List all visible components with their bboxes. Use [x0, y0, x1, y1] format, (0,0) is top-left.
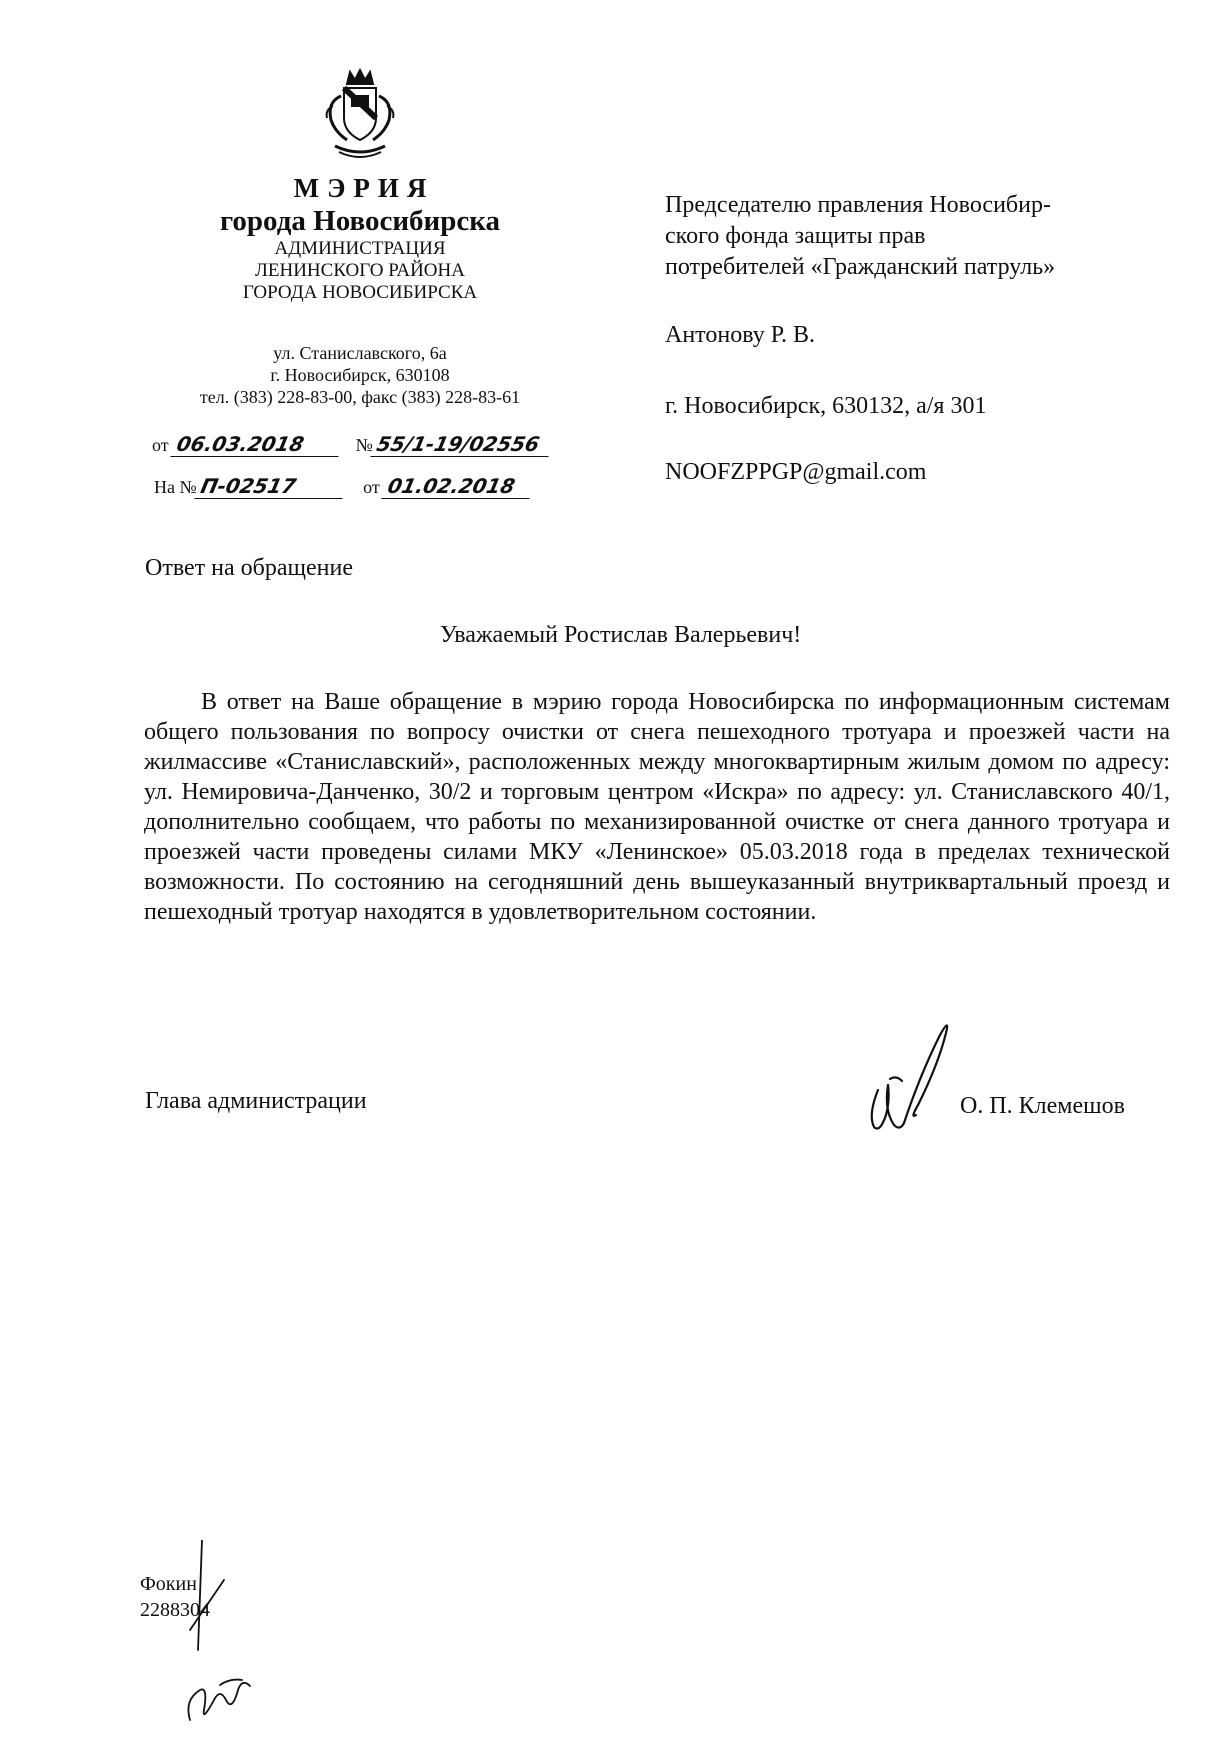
handwritten-initials-icon — [180, 1540, 280, 1730]
executor-phone: 2288304 — [140, 1599, 210, 1621]
addressee-block — [665, 190, 1185, 283]
letterhead-city: города Новосибирска — [219, 205, 501, 237]
addressee-email: NOOFZPPGP@gmail.com — [665, 459, 927, 485]
letterhead — [150, 172, 570, 304]
reference-date: 01.02.2018 — [382, 474, 535, 499]
letter-greeting: Уважаемый Ростислав Валерьевич! — [440, 622, 802, 648]
letter-subject: Ответ на обращение — [145, 555, 353, 581]
registration-number: 55/1-19/02556 — [370, 432, 553, 457]
from-label: от — [152, 435, 169, 455]
addressee-line: Председателю правления Новосибир- — [665, 192, 1051, 218]
signer-name: О. П. Клемешов — [960, 1093, 1125, 1119]
ref-from-label: от — [363, 477, 380, 497]
addressee-line: потребителей «Гражданский патруль» — [665, 254, 1056, 280]
reference-line — [154, 474, 532, 499]
addressee-name: Антонову Р. В. — [665, 322, 816, 348]
letterhead-admin-line: ГОРОДА НОВОСИБИРСКА — [242, 282, 478, 303]
addressee-line: ского фонда защиты прав — [665, 223, 926, 249]
number-label: № — [355, 435, 373, 455]
registration-date: 06.03.2018 — [170, 432, 343, 457]
letterhead-title: МЭРИЯ — [293, 173, 435, 203]
letterhead-admin-line: АДМИНИСТРАЦИЯ — [274, 238, 446, 259]
letterhead-city-postal: г. Новосибирск, 630108 — [270, 365, 450, 385]
registration-line — [152, 432, 551, 457]
letter-body: В ответ на Ваше обращение в мэрию города Новосибирска по информационным системам общего пользования по вопросу очистки от снега пешеходного тротуара и проезжей части на жилмассиве «Станиславский», расположенных между многоквартирным жилым домом по адресу: ул. Немировича-Данченко, 30/2 и торговым центром «Искра» по адресу: ул. Станиславского 40/1, дополнительно сообщаем, что работы по механизированной очистке от снега данного тротуара и проезжей части проведены силами МКУ «Ленинское» 05.03.2018 года в пределах технической возможности. По состоянию на сегодняшний день вышеуказанный внутриквартальный проезд и пешеходный тротуар находятся в удовлетворительном состоянии. — [144, 689, 1170, 925]
addressee-postal: г. Новосибирск, 630132, а/я 301 — [665, 393, 987, 419]
reference-number: П-02517 — [194, 474, 347, 499]
handwritten-signature-icon — [850, 1015, 970, 1145]
letterhead-street: ул. Станиславского, 6а — [273, 343, 447, 363]
letterhead-address — [150, 342, 570, 408]
letterhead-phone-fax: тел. (383) 228-83-00, факс (383) 228-83-61 — [199, 387, 521, 407]
letterhead-admin-line: ЛЕНИНСКОГО РАЙОНА — [255, 260, 465, 281]
coat-of-arms-icon — [317, 66, 403, 162]
signer-role: Глава администрации — [145, 1088, 367, 1114]
ref-label: На № — [154, 477, 197, 497]
executor-name: Фокин — [140, 1573, 197, 1595]
